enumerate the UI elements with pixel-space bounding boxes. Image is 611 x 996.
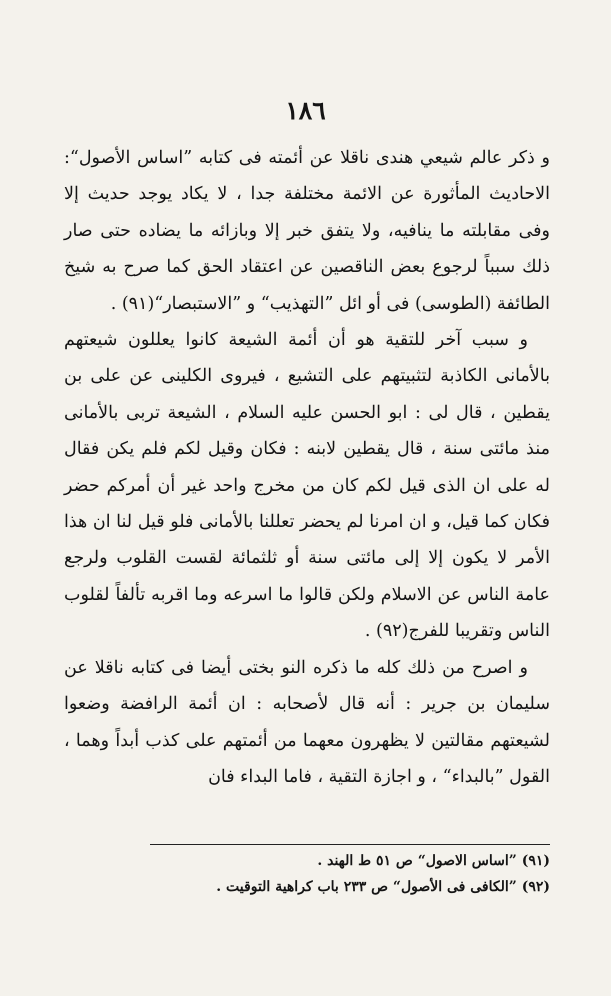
main-text	[64, 140, 550, 795]
footnote-91: (٩١) ”اساس الاصول“ ص ٥١ ط الهند .	[317, 853, 550, 869]
page-number: ١٨٦	[285, 96, 326, 125]
footnotes	[90, 848, 550, 900]
paragraph-1: و ذكر عالم شيعي هندى ناقلا عن أئمته فى كتابه ”اساس الأصول“: الاحاديث المأثورة عن الائمة مختلفة جدا ، لا يكاد يوجد حديث إلا وفى مقابلته ما ينافيه، ولا يتفق خبر إلا وبازائه ما يضاده حتى صار ذلك سبباً لرجوع بعض الناقصين عن اعتقاد الحق كما صرح به شيخ الطائفة (الطوسى) فى أو ائل ”التهذيب“ و ”الاستبصار“(٩١) .	[64, 148, 550, 314]
footnote-92: (٩٢) ”الكافى فى الأصول“ ص ٢٣٣ باب كراهية التوقيت .	[216, 879, 550, 895]
paragraph-3: و اصرح من ذلك كله ما ذكره النو بختى أيضا فى كتابه ناقلا عن سليمان بن جرير : أنه قال لأصحابه : ان أئمة الرافضة وضعوا لشيعتهم مقالتين لا يظهرون معهما من أئمتهم على كذب أبداً وهما ، القول ”بالبداء“ ، و اجازة التقية ، فاما البداء فان	[64, 657, 550, 787]
footnote-divider	[150, 844, 550, 845]
paragraph-2: و سبب آخر للتقية هو أن أئمة الشيعة كانوا يعللون شيعتهم بالأمانى الكاذبة لتثبيتهم على التشيع ، فيروى الكلينى عن على بن يقطين ، قال لى : ابو الحسن عليه السلام ، الشيعة تربى بالأمانى منذ مائتى سنة ، قال يقطين لابنه : فكان وقيل لكم فلم يكن فقال له على ان الذى قيل لكم كان من مخرج واحد غير أن أمركم حضر فكان كما قيل، و ان امرنا لم يحضر تعللنا بالأمانى فلو قيل لنا ان هذا الأمر لا يكون إلا إلى مائتى سنة أو ثلثمائة لقست القلوب ولرجع عامة الناس عن الاسلام ولكن قالوا ما اسرعه وما اقربه تألفاً لقلوب الناس وتقريبا للفرج(٩٢) .	[64, 330, 550, 642]
